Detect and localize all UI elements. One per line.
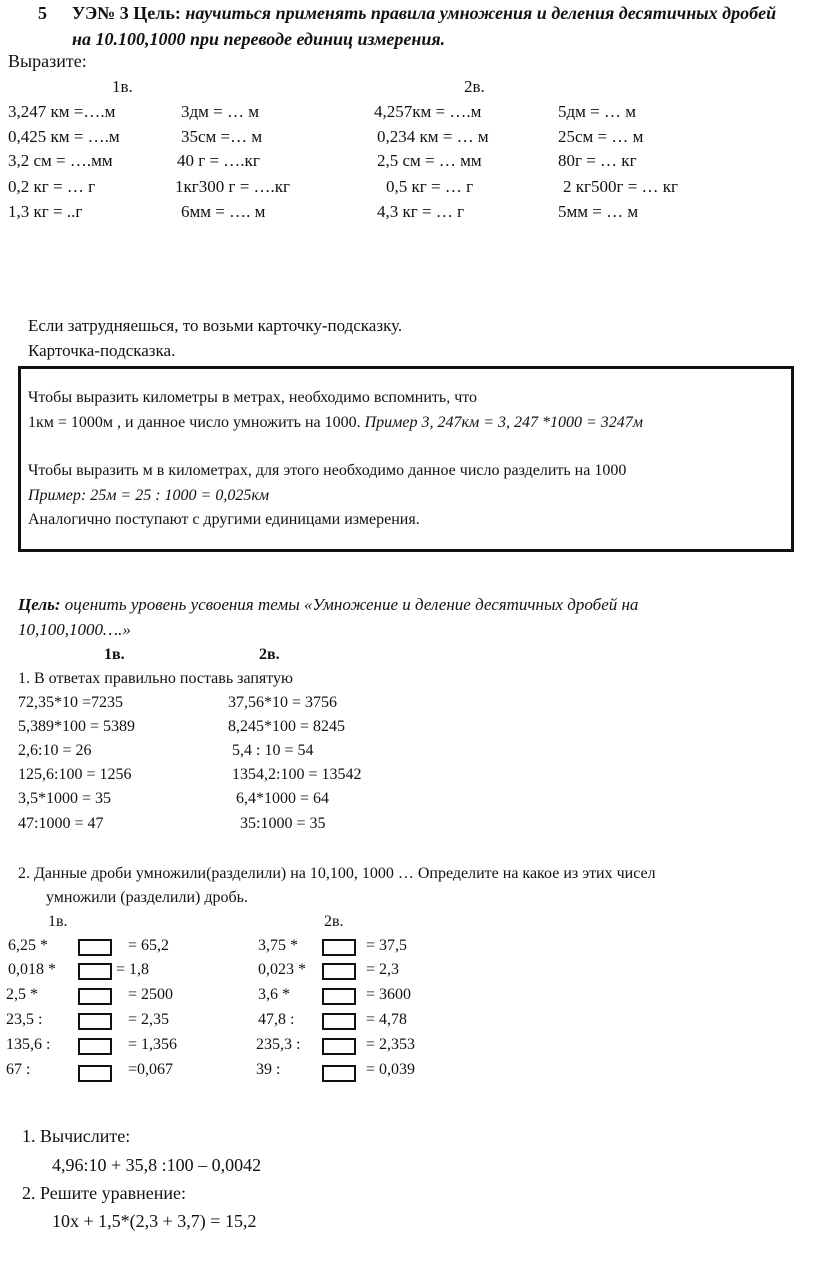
task2-left-term: 39 :	[256, 1061, 281, 1078]
task1-cell: 37,56*10 = 3756	[228, 694, 338, 711]
answer-box[interactable]	[78, 963, 112, 980]
express-cell: 3,2 см = ….мм	[8, 151, 113, 170]
task2-left-term: 2,5 *	[6, 986, 38, 1003]
express-cell: 0,425 км = ….м	[8, 127, 120, 146]
final-task2-equation: 10х + 1,5*(2,3 + 3,7) = 15,2	[52, 1211, 257, 1231]
task2-result: = 3600	[366, 986, 412, 1003]
assessment-goal-line2: 10,100,1000….»	[18, 620, 131, 639]
answer-box[interactable]	[322, 939, 356, 956]
express-cell: 5дм = … м	[558, 102, 637, 121]
task2-left-term: 235,3 :	[256, 1036, 301, 1053]
hint-line: Если затрудняешься, то возьми карточку-подсказку.	[28, 316, 403, 335]
express-cell: 2,5 см = … мм	[377, 151, 482, 170]
express-cell: 6мм = …. м	[181, 202, 266, 221]
express-label: Выразите:	[8, 51, 87, 71]
task1-title: 1. В ответах правильно поставь запятую	[18, 670, 293, 687]
task2-left-term: 3,6 *	[258, 986, 290, 1003]
task2-result: =0,067	[128, 1061, 174, 1078]
task2-result: = 2,3	[366, 961, 400, 978]
section-number: 5	[38, 3, 47, 23]
task2-variant-2-label: 2в.	[324, 913, 344, 930]
task2-left-term: 0,018 *	[8, 961, 56, 978]
express-cell: 1,3 кг = ..г	[8, 202, 83, 221]
task1-cell: 72,35*10 =7235	[18, 694, 124, 711]
task2-result: = 2,353	[366, 1036, 416, 1053]
express-cell: 5мм = … м	[558, 202, 639, 221]
task2-result: = 1,8	[116, 961, 150, 978]
goal-text-line1: научиться применять правила умножения и деления десятичных дробей	[185, 3, 777, 23]
task2-result: = 1,356	[128, 1036, 178, 1053]
task1-cell: 125,6:100 = 1256	[18, 766, 132, 783]
answer-box[interactable]	[322, 1013, 356, 1030]
goal-text-line2: на 10.100,1000 при переводе единиц измерения.	[72, 29, 446, 49]
card-text: Чтобы выразить километры в метрах, необходимо вспомнить, что	[28, 389, 478, 406]
task2-result: = 0,039	[366, 1061, 416, 1078]
express-cell: 0,5 кг = … г	[386, 177, 474, 196]
express-cell: 3,247 км =….м	[8, 102, 116, 121]
variant-2-label: 2в.	[464, 77, 485, 96]
task1-cell: 2,6:10 = 26	[18, 742, 92, 759]
variant-1-label: 1в.	[112, 77, 133, 96]
task2-result: = 2,35	[128, 1011, 170, 1028]
assessment-goal-label: Цель:	[18, 595, 61, 614]
task1-cell: 47:1000 = 47	[18, 815, 104, 832]
express-cell: 2 кг500г = … кг	[563, 177, 679, 196]
express-cell: 1кг300 г = ….кг	[175, 177, 291, 196]
goal-label: Цель:	[133, 3, 181, 23]
final-task1-title: 1. Вычислите:	[22, 1126, 131, 1146]
task2-result: = 4,78	[366, 1011, 408, 1028]
task2-left-term: 135,6 :	[6, 1036, 51, 1053]
variant-2-label: 2в.	[259, 646, 280, 663]
answer-box[interactable]	[78, 988, 112, 1005]
task2-left-term: 3,75 *	[258, 937, 298, 954]
task2-result: = 37,5	[366, 937, 408, 954]
express-cell: 35см =… м	[181, 127, 263, 146]
task1-cell: 5,389*100 = 5389	[18, 718, 136, 735]
task1-cell: 3,5*1000 = 35	[18, 790, 112, 807]
card-rule: 1км = 1000м , и данное число умножить на 1000.	[28, 414, 365, 431]
express-cell: 0,2 кг = … г	[8, 177, 96, 196]
answer-box[interactable]	[78, 939, 112, 956]
assessment-goal	[18, 595, 638, 615]
task1-cell: 1354,2:100 = 13542	[232, 766, 362, 783]
task2-left-term: 67 :	[6, 1061, 31, 1078]
task2-result: = 65,2	[128, 937, 170, 954]
variant-1-label: 1в.	[104, 646, 125, 663]
task2-title-line2: умножили (разделили) дробь.	[46, 889, 248, 906]
unit-label: УЭ№ 3	[72, 3, 129, 23]
answer-box[interactable]	[322, 1038, 356, 1055]
task2-variant-1-label: 1в.	[48, 913, 68, 930]
answer-box[interactable]	[78, 1038, 112, 1055]
card-example: Пример 3, 247км = 3, 247 *1000 = 3247м	[364, 414, 643, 431]
task2-left-term: 6,25 *	[8, 937, 48, 954]
task2-result: = 2500	[128, 986, 174, 1003]
express-cell: 25см = … м	[558, 127, 644, 146]
assessment-goal-text: оценить уровень усвоения темы «Умножение и деление десятичных дробей на	[60, 595, 639, 614]
task2-left-term: 0,023 *	[258, 961, 306, 978]
task1-cell: 8,245*100 = 8245	[228, 718, 346, 735]
answer-box[interactable]	[322, 1065, 356, 1082]
card-text	[28, 414, 643, 432]
final-task1-expression: 4,96:10 + 35,8 :100 – 0,0042	[52, 1155, 262, 1175]
answer-box[interactable]	[78, 1065, 112, 1082]
express-cell: 4,257км = ….м	[374, 102, 482, 121]
express-cell: 4,3 кг = … г	[377, 202, 465, 221]
task1-cell: 35:1000 = 35	[240, 815, 326, 832]
answer-box[interactable]	[78, 1013, 112, 1030]
card-text: Аналогично поступают с другими единицами измерения.	[28, 511, 420, 528]
task1-cell: 6,4*1000 = 64	[236, 790, 330, 807]
final-task2-title: 2. Решите уравнение:	[22, 1183, 186, 1203]
card-text: Чтобы выразить м в километрах, для этого необходимо данное число разделить на 1000	[28, 462, 627, 479]
section-header	[72, 3, 776, 24]
hint-card-title: Карточка-подсказка.	[28, 341, 176, 360]
answer-box[interactable]	[322, 988, 356, 1005]
express-cell: 80г = … кг	[558, 151, 637, 170]
card-example: Пример: 25м = 25 : 1000 = 0,025км	[28, 487, 270, 504]
express-cell: 40 г = ….кг	[177, 151, 260, 170]
task2-left-term: 47,8 :	[258, 1011, 295, 1028]
task2-left-term: 23,5 :	[6, 1011, 43, 1028]
express-cell: 3дм = … м	[181, 102, 260, 121]
task1-cell: 5,4 : 10 = 54	[232, 742, 314, 759]
task2-title-line1: 2. Данные дроби умножили(разделили) на 10,100, 1000 … Определите на какое из этих чисел	[18, 865, 656, 882]
express-cell: 0,234 км = … м	[377, 127, 489, 146]
answer-box[interactable]	[322, 963, 356, 980]
